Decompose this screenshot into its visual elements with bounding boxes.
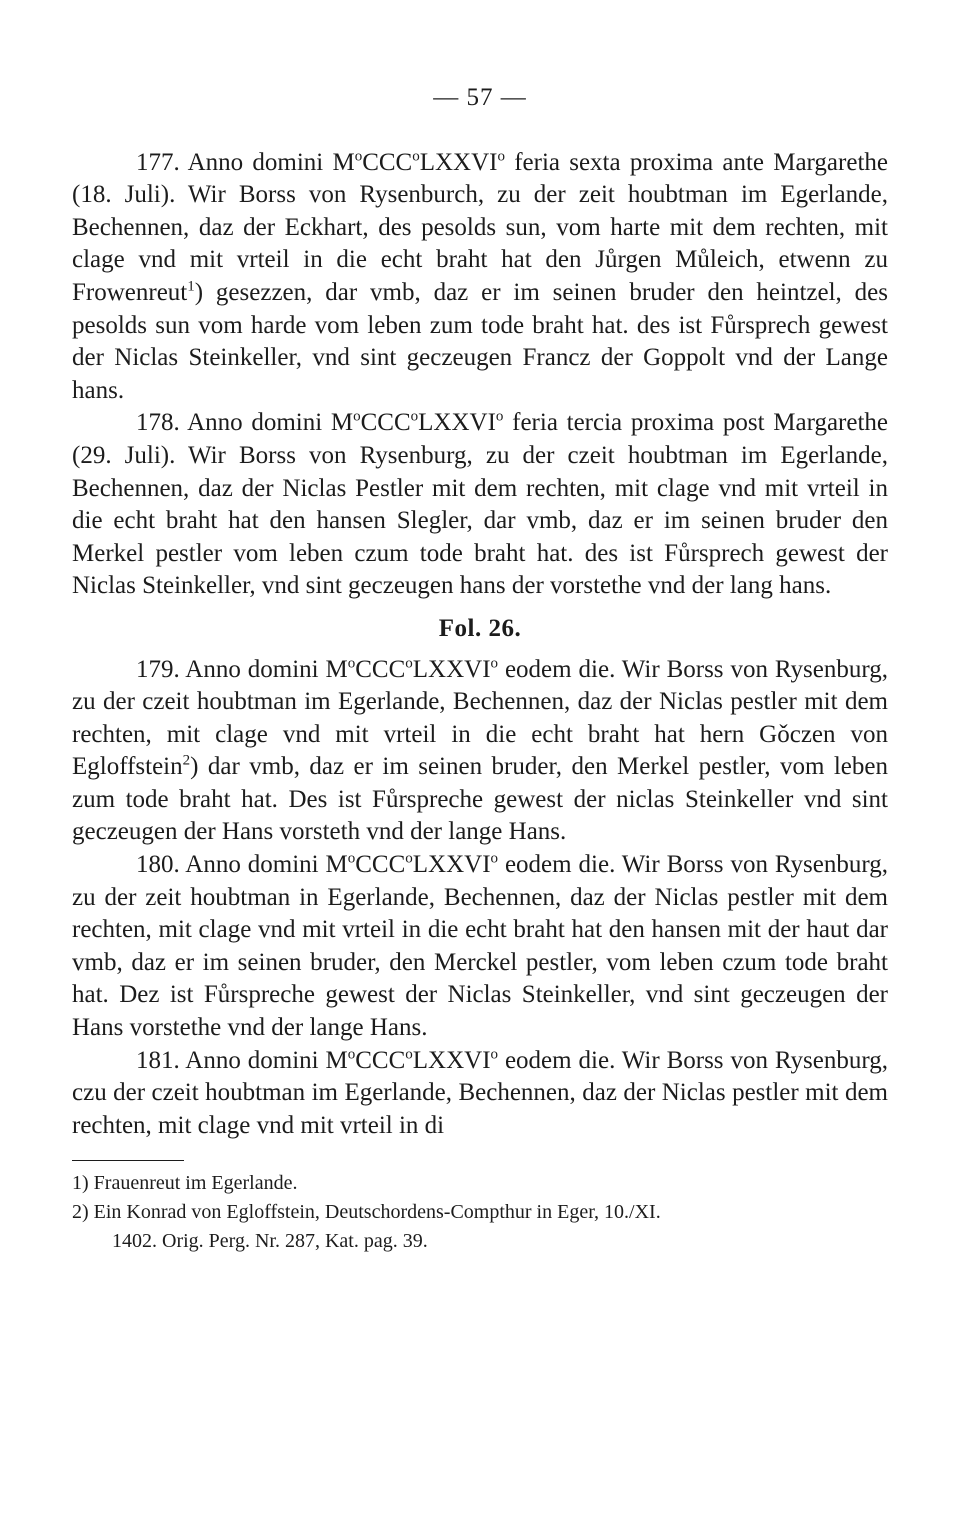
footnote-ref[interactable]: 2 [182, 752, 191, 769]
page-number: — 57 — [433, 84, 527, 111]
folio-heading: Fol. 26. [438, 614, 522, 642]
superscript: o [347, 850, 356, 867]
entry-text: eodem die. Wir Borss von Rysenburg, czu der czeit houbtman im Egerlande, Bechennen, daz der Niclas pestler mit dem rechten, mit clage vnd mit vrteil in di [72, 1046, 888, 1139]
entry-text: 179. Anno domini M [136, 655, 348, 683]
superscript: o [490, 1046, 499, 1063]
superscript: o [490, 850, 499, 867]
entry-179 [72, 654, 888, 850]
superscript: o [490, 655, 499, 672]
entry-text: LXXVI [412, 851, 491, 879]
entry-text: CCC [362, 148, 413, 176]
entry-text: LXXVI [412, 655, 491, 683]
entry-text: LXXVI [412, 1046, 491, 1074]
entry-text: 177. Anno domini M [136, 148, 355, 176]
superscript: o [405, 850, 413, 867]
entry-text: CCC [355, 851, 406, 879]
entry-178 [72, 407, 888, 603]
entry-text: LXXVI [418, 409, 496, 437]
entry-177 [72, 147, 888, 408]
entry-text: CCC [355, 655, 406, 683]
entry-180 [72, 849, 888, 1045]
superscript: o [353, 409, 361, 426]
footnotes [72, 1169, 888, 1256]
superscript: o [495, 409, 504, 426]
superscript: o [412, 148, 420, 165]
superscript: o [347, 655, 356, 672]
superscript: o [354, 148, 363, 165]
entry-text: CCC [360, 409, 411, 437]
footnote-ref[interactable]: 1 [187, 278, 195, 295]
entry-text: CCC [355, 1046, 406, 1074]
entry-text: feria tercia proxima post Margarethe (29. Juli). Wir Borss von Rysenburg, zu der czeit houbtman im Egerlande, Bechennen, daz der Niclas Pestler mit dem rechten, mit clage vnd mit vrteil in die echt braht hat den hansen Slegler, dar vmb, daz er im seinen bruder den Merkel pestler vom leben czum tode braht hat. des ist Fůrsprech gewest der Niclas Steinkeller, vnd sint geczeugen hans der vorstethe vnd der lang hans. [72, 409, 888, 600]
entry-text: ) dar vmb, daz er im seinen bruder, den Merkel pestler, vom leben zum tode braht hat. Des ist Fůrspreche gewest der niclas Steinkeller vnd sint geczeugen der Hans vorsteth vnd der lange Hans. [72, 753, 888, 846]
entry-text: 178. Anno domini M [136, 409, 354, 437]
entry-text: eodem die. Wir Borss von Rysenburg, zu der czeit houbtman im Egerlande, Bechennen, daz der Niclas pestler mit dem rechten, mit clage vnd mit vrteil in die echt braht hat hern Gǒczen von Egloffstein [72, 655, 888, 781]
entry-text: 181. Anno domini M [136, 1046, 348, 1074]
footnote-divider [72, 1160, 184, 1161]
superscript: o [405, 655, 413, 672]
footnote-1: 1) Frauenreut im Egerlande. [72, 1172, 298, 1195]
footnote-2-continuation: 1402. Orig. Perg. Nr. 287, Kat. pag. 39. [112, 1230, 428, 1253]
footnote-2: 2) Ein Konrad von Egloffstein, Deutschordens-Compthur in Eger, 10./XI. [72, 1201, 661, 1224]
superscript: o [410, 409, 419, 426]
entry-text: 180. Anno domini M [136, 851, 348, 879]
entry-text: feria sexta proxima ante Margarethe (18. Juli). Wir Borss von Rysenburch, zu der zeit houbtman im Egerlande, Bechennen, daz der Eckhart, des pesolds sun, vom harte mit dem rechten, mit clage vnd mit vrteil in die echt braht hat den Jůrgen Můleich, etwenn zu Frowenreut [72, 148, 888, 306]
entry-text: eodem die. Wir Borss von Rysenburg, zu der zeit houbtman in Egerlande, Bechennen, daz der Niclas pestler mit dem rechten, mit clage vnd mit vrteil in die echt braht hat den hansen mit der haut dar vmb, daz er im seinen bruder, den Merckel pestler, vom leben czum tode braht hat. Dez ist Fůrspreche gewest der Niclas Steinkeller, vnd sint geczeugen der Hans vorstethe vnd der lange Hans. [72, 851, 888, 1042]
superscript: o [347, 1046, 356, 1063]
superscript: o [497, 148, 505, 165]
entry-text: ) gesezzen, dar vmb, daz er im seinen bruder den heintzel, des pesolds sun vom harde vom leben zum tode braht hat. des ist Fůrsprech gewest der Niclas Steinkeller, vnd sint geczeugen Francz der Goppolt vnd der Lange hans. [72, 278, 888, 404]
superscript: o [405, 1046, 413, 1063]
entry-text: LXXVI [419, 148, 498, 176]
entry-181 [72, 1045, 888, 1143]
